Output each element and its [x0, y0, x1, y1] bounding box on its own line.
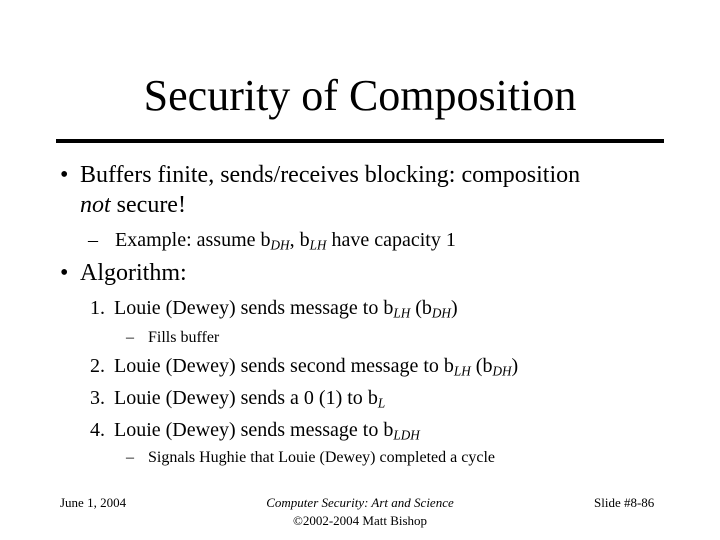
step-text	[114, 355, 518, 377]
sub-bullet-example-text	[115, 229, 456, 251]
step-3-text: Louie (Dewey) sends a 0 (1) to	[114, 387, 368, 409]
footer-slide-number: Slide #8-86	[594, 495, 655, 510]
paren-close: )	[511, 355, 519, 377]
var-b: b	[443, 355, 454, 377]
step-text	[114, 387, 385, 409]
step-4-text: Louie (Dewey) sends message to	[114, 419, 384, 441]
sub-bullet-example	[88, 228, 456, 252]
bullet-symbol: •	[60, 260, 69, 286]
paren-open: (	[410, 297, 422, 319]
subscript-lh: LH	[309, 237, 327, 253]
subscript-ldh: LDH	[393, 427, 420, 443]
footer-copyright: ©2002-2004 Matt Bishop	[292, 513, 428, 528]
subscript-l: L	[377, 395, 386, 411]
sub-bullet-fills-buffer-text: Fills buffer	[148, 329, 220, 346]
var-b: b	[367, 387, 378, 409]
sub-bullet-dash: –	[88, 229, 98, 251]
footer-date: June 1, 2004	[60, 495, 127, 510]
sub-bullet-fills-buffer	[126, 328, 219, 348]
step-text	[114, 297, 458, 319]
step-number: 4.	[90, 419, 105, 441]
algorithm-step-3	[90, 386, 385, 410]
subscript-dh: DH	[431, 305, 451, 321]
step-text	[114, 419, 420, 441]
var-b: b	[260, 229, 271, 251]
step-2-text: Louie (Dewey) sends second message to	[114, 355, 444, 377]
var-b: b	[383, 419, 394, 441]
var-b: b	[299, 229, 310, 251]
sub-bullet-signals-text: Signals Hughie that Louie (Dewey) completed a cycle	[148, 449, 495, 466]
algorithm-step-1	[90, 296, 458, 320]
title-divider	[56, 139, 664, 143]
bullet-symbol: •	[60, 162, 69, 188]
subscript-lh: LH	[393, 305, 411, 321]
subscript-dh: DH	[492, 363, 512, 379]
bullet-text-algorithm: Algorithm:	[80, 260, 187, 286]
algorithm-step-2	[90, 354, 518, 378]
subscript-lh: LH	[453, 363, 471, 379]
paren-open: (	[470, 355, 483, 377]
bullet-text-line2-rest: secure!	[110, 192, 186, 218]
emphasis-not: not	[80, 192, 111, 218]
step-number: 2.	[90, 355, 105, 377]
step-1-text: Louie (Dewey) sends message to	[114, 297, 384, 319]
step-number: 3.	[90, 387, 105, 409]
sub-bullet-dash: –	[126, 449, 134, 466]
var-b: b	[383, 297, 394, 319]
var-b: b	[421, 297, 432, 319]
example-prefix: Example: assume	[115, 229, 261, 251]
paren-close: )	[450, 297, 458, 319]
example-suffix: have capacity 1	[326, 229, 456, 251]
bullet-text-line2	[80, 190, 186, 220]
algorithm-step-4	[90, 418, 420, 442]
slide-title: Security of Composition	[143, 71, 577, 120]
var-b: b	[482, 355, 493, 377]
sub-bullet-dash: –	[126, 329, 134, 346]
separator: ,	[289, 229, 300, 251]
step-number: 1.	[90, 297, 105, 319]
footer-book-title: Computer Security: Art and Science	[266, 495, 454, 510]
bullet-text-line1: Buffers finite, sends/receives blocking: composition	[80, 162, 581, 188]
sub-bullet-signals-hughie	[126, 448, 495, 468]
subscript-dh: DH	[270, 237, 290, 253]
